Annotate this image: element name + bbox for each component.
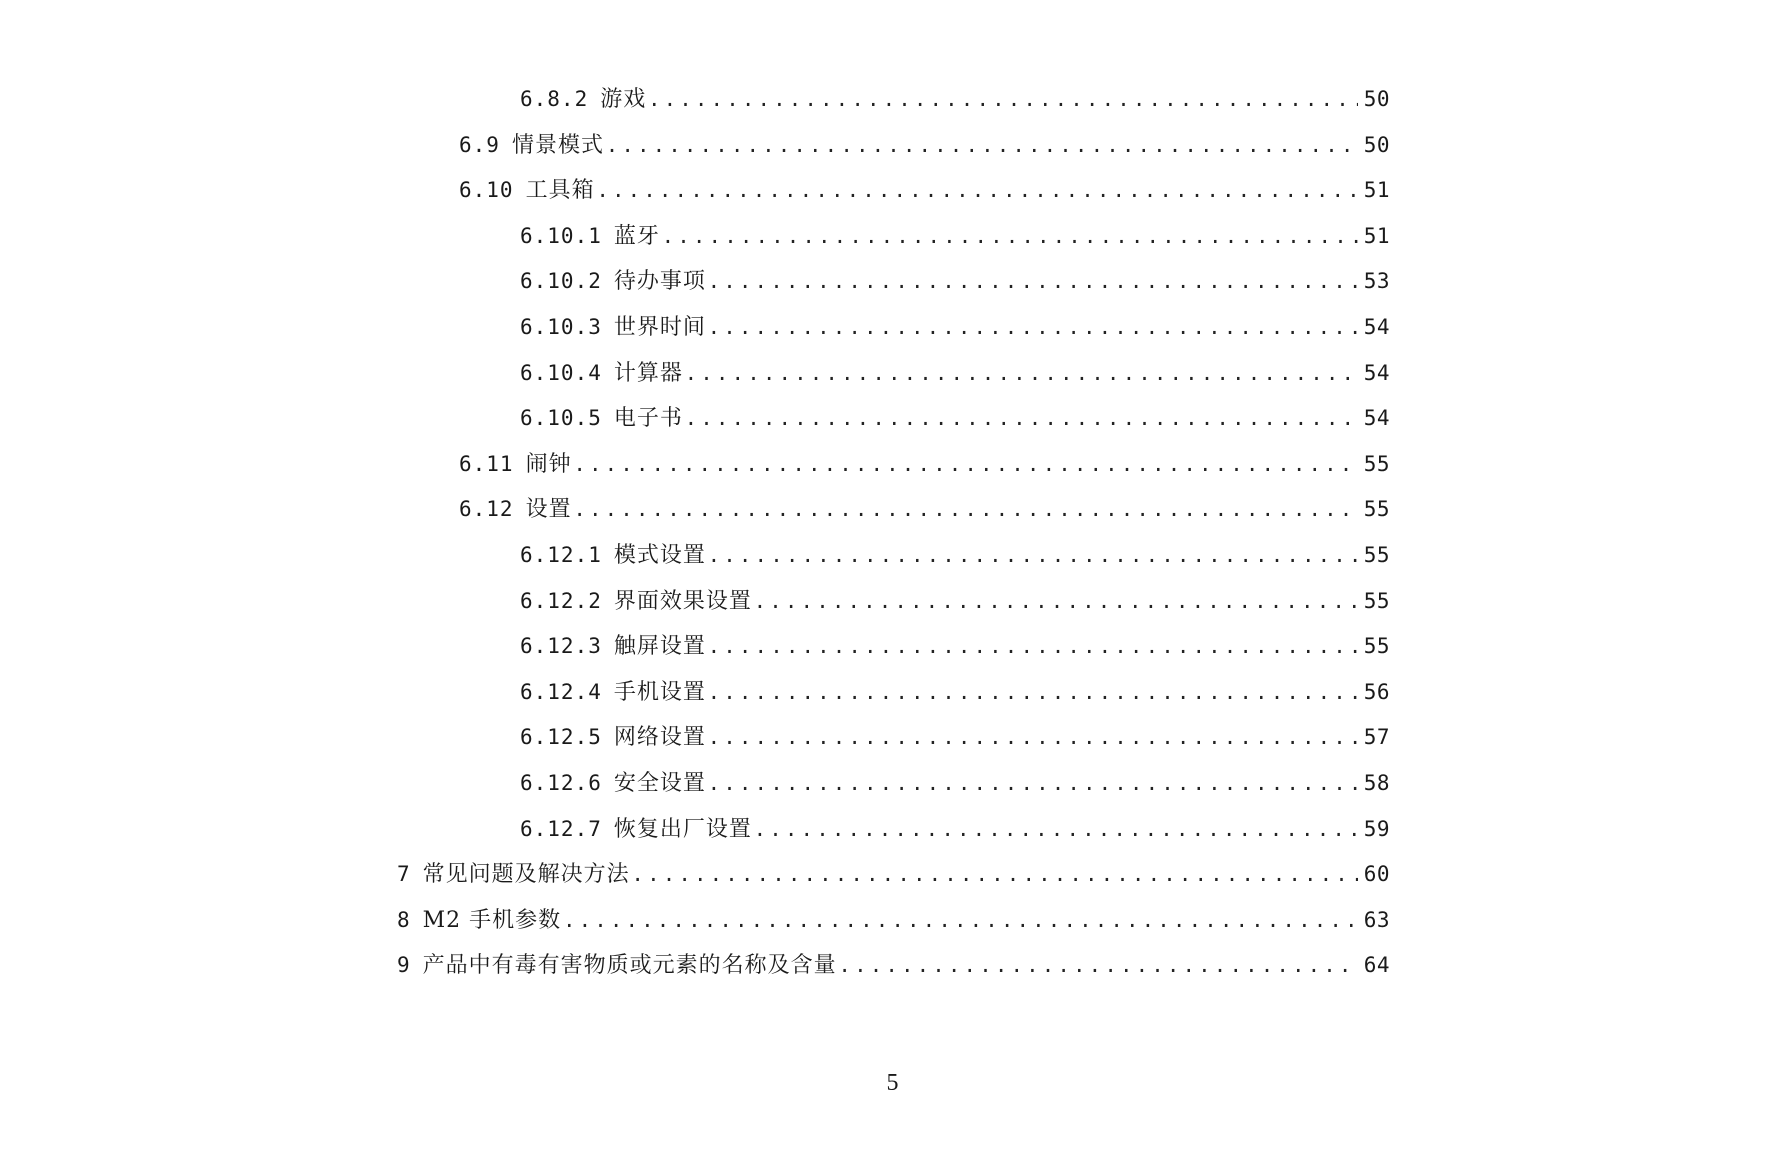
toc-entry-6-10-3[interactable]	[520, 310, 1390, 344]
entry-title: 安全设置	[613, 771, 706, 796]
entry-number: 8	[397, 907, 411, 932]
toc-entry-6-12-4[interactable]	[520, 675, 1390, 709]
entry-page-number: 50	[1363, 87, 1390, 111]
dot-leader	[597, 173, 1358, 207]
entry-page-number: 64	[1363, 953, 1390, 978]
toc-entry-6-12-5[interactable]	[520, 720, 1390, 754]
dot-leader	[708, 629, 1358, 663]
toc-entry-8[interactable]	[397, 903, 1390, 937]
entry-page-number: 53	[1363, 269, 1390, 294]
toc-entry-6-12[interactable]	[459, 492, 1390, 526]
entry-page-number: 55	[1363, 634, 1390, 659]
toc-entry-6-10[interactable]	[459, 173, 1390, 207]
entry-title: 闹钟	[525, 451, 572, 477]
entry-number: 6.11	[459, 451, 514, 476]
entry-number: 6.12.7	[520, 816, 602, 841]
toc-entry-6-12-6[interactable]	[520, 766, 1390, 800]
entry-number: 6.10.1	[520, 223, 602, 248]
dot-leader	[708, 310, 1358, 344]
toc-entry-6-11[interactable]	[459, 447, 1390, 481]
entry-title: 界面效果设置	[613, 588, 752, 614]
entry-title: 世界时间	[613, 315, 706, 340]
entry-number: 6.10.3	[520, 315, 602, 339]
toc-entry-6-12-1[interactable]	[520, 538, 1390, 572]
entry-number: 6.10.2	[520, 269, 602, 294]
entry-page-number: 54	[1363, 315, 1390, 339]
entry-page-number: 55	[1363, 543, 1390, 567]
entry-page-number: 55	[1363, 588, 1390, 613]
dot-leader	[648, 82, 1357, 116]
dot-leader	[574, 447, 1358, 481]
entry-page-number: 51	[1363, 178, 1390, 203]
toc-entry-6-10-4[interactable]	[520, 356, 1390, 390]
entry-page-number: 54	[1363, 406, 1390, 431]
entry-page-number: 54	[1363, 360, 1390, 385]
entry-number: 6.12.4	[520, 679, 602, 704]
entry-number: 6.9	[459, 132, 500, 157]
entry-title: M2 手机参数	[422, 907, 562, 933]
entry-number: 6.12	[459, 497, 514, 522]
toc-entry-6-10-1[interactable]	[520, 219, 1390, 253]
entry-title: 工具箱	[525, 178, 595, 204]
toc-entry-7[interactable]	[397, 857, 1390, 891]
toc-entry-6-12-3[interactable]	[520, 629, 1390, 663]
entry-title: 模式设置	[613, 543, 706, 568]
dot-leader	[754, 584, 1358, 618]
toc-entry-6-10-5[interactable]	[520, 401, 1390, 435]
dot-leader	[563, 903, 1358, 937]
entry-number: 6.12.6	[520, 771, 602, 795]
entry-page-number: 51	[1363, 223, 1390, 248]
entry-page-number: 57	[1363, 725, 1390, 750]
entry-title: 手机设置	[613, 679, 706, 705]
entry-number: 9	[397, 953, 411, 978]
entry-page-number: 50	[1363, 132, 1390, 157]
entry-title: 触屏设置	[613, 634, 706, 660]
toc-entry-6-12-7[interactable]	[520, 812, 1390, 846]
entry-page-number: 55	[1363, 451, 1390, 476]
entry-number: 6.10.5	[520, 406, 602, 431]
entry-page-number: 56	[1363, 679, 1390, 704]
dot-leader	[662, 219, 1358, 253]
entry-number: 6.12.5	[520, 725, 602, 750]
dot-leader	[708, 720, 1358, 754]
dot-leader	[708, 675, 1358, 709]
entry-title: 产品中有毒有害物质或元素的名称及含量	[422, 953, 837, 979]
dot-leader	[632, 857, 1358, 891]
dot-leader	[574, 492, 1358, 526]
entry-number: 7	[397, 862, 411, 887]
page-number: 5	[886, 1070, 899, 1096]
entry-page-number: 60	[1363, 862, 1390, 887]
toc-entry-9[interactable]	[397, 948, 1390, 982]
entry-page-number: 59	[1363, 816, 1390, 841]
dot-leader	[708, 264, 1358, 298]
entry-title: 计算器	[613, 360, 683, 386]
entry-title: 网络设置	[613, 725, 706, 751]
entry-title: 情景模式	[511, 132, 604, 158]
entry-number: 6.12.2	[520, 588, 602, 613]
entry-title: 常见问题及解决方法	[422, 862, 630, 888]
entry-page-number: 63	[1363, 907, 1390, 932]
toc-entry-6-12-2[interactable]	[520, 584, 1390, 618]
entry-number: 6.10	[459, 178, 514, 203]
entry-number: 6.12.3	[520, 634, 602, 659]
entry-title: 恢复出厂设置	[613, 816, 752, 842]
toc-entry-6-10-2[interactable]	[520, 264, 1390, 298]
entry-page-number: 58	[1363, 771, 1390, 795]
toc-entry-6-9[interactable]	[459, 128, 1390, 162]
dot-leader	[606, 128, 1358, 162]
dot-leader	[754, 812, 1358, 846]
entry-title: 蓝牙	[613, 223, 660, 249]
entry-number: 6.10.4	[520, 360, 602, 385]
entry-title: 游戏	[600, 87, 647, 112]
entry-title: 电子书	[613, 406, 683, 432]
entry-number: 6.8.2	[520, 87, 589, 111]
toc-entry-6-8-2[interactable]	[520, 82, 1390, 116]
dot-leader	[708, 766, 1358, 800]
dot-leader	[685, 401, 1358, 435]
entry-title: 待办事项	[613, 269, 706, 295]
dot-leader	[708, 538, 1358, 572]
dot-leader	[685, 356, 1358, 390]
entry-title: 设置	[525, 497, 572, 523]
dot-leader	[839, 948, 1358, 982]
entry-page-number: 55	[1363, 497, 1390, 522]
entry-number: 6.12.1	[520, 543, 602, 567]
